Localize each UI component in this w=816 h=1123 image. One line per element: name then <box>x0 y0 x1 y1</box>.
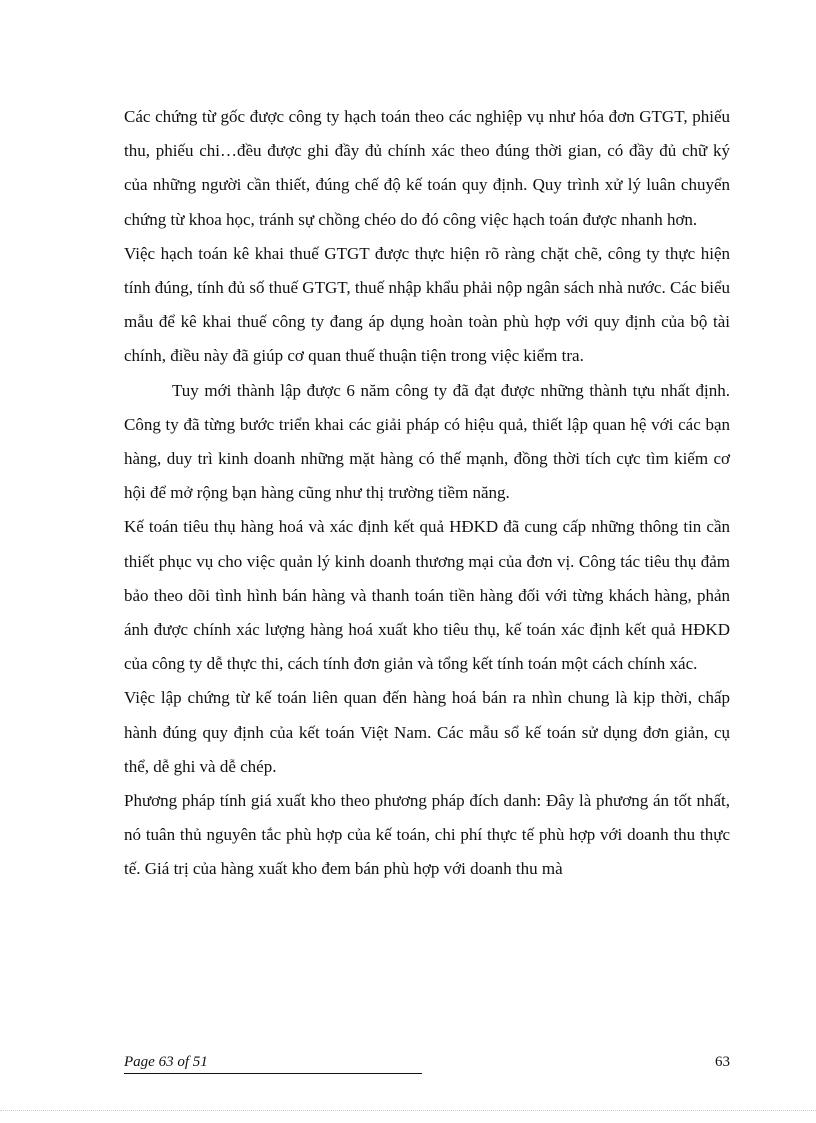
paragraph-2: Việc hạch toán kê khai thuế GTGT được thực hiện rõ ràng chặt chẽ, công ty thực hiện tính đúng, tính đủ số thuế GTGT, thuế nhập khẩu phải nộp ngân sách nhà nước. Các biểu mẫu để kê khai thuế công ty đang áp dụng hoàn toàn phù hợp với quy định của bộ tài chính, điều này đã giúp cơ quan thuế thuận tiện trong việc kiểm tra. <box>124 243 730 366</box>
body-text <box>124 100 730 887</box>
page-bottom-divider <box>0 1110 816 1111</box>
paragraph-1: Các chứng từ gốc được công ty hạch toán theo các nghiệp vụ như hóa đơn GTGT, phiếu thu, phiếu chi…đều được ghi đầy đủ chính xác theo đúng thời gian, có đầy đủ chữ ký của những người cần thiết, đúng chế độ kế toán quy định. Quy trình xử lý luân chuyển chứng từ khoa học, tránh sự chồng chéo do đó công việc hạch toán được nhanh hơn. <box>124 107 730 229</box>
paragraph-3: Tuy mới thành lập được 6 năm công ty đã đạt được những thành tựu nhất định. Công ty đã từng bước triển khai các giải pháp có hiệu quả, thiết lập quan hệ với các bạn hàng, duy trì kinh doanh những mặt hàng có thế mạnh, đồng thời tích cực tìm kiếm cơ hội để mở rộng bạn hàng cũng như thị trường tiềm năng. <box>124 380 730 503</box>
paragraph-6: Phương pháp tính giá xuất kho theo phương pháp đích danh: Đây là phương án tốt nhất, nó tuân thủ nguyên tắc phù hợp của kế toán, chi phí thực tế phù hợp với doanh thu thực tế. Giá trị của hàng xuất kho đem bán phù hợp với doanh thu mà <box>124 791 730 879</box>
footer-page-label: Page 63 of 51 <box>124 1052 422 1074</box>
paragraph-4: Kế toán tiêu thụ hàng hoá và xác định kết quả HĐKD đã cung cấp những thông tin cần thiết phục vụ cho việc quản lý kinh doanh thương mại của đơn vị. Công tác tiêu thụ đảm bảo theo dõi tình hình bán hàng và thanh toán tiền hàng đối với từng khách hàng, phản ánh được chính xác lượng hàng hoá xuất kho tiêu thụ, kế toán xác định kết quả HĐKD của công ty dễ thực thi, cách tính đơn giản và tổng kết tính toán một cách chính xác. <box>124 517 730 674</box>
paragraph-5: Việc lập chứng từ kế toán liên quan đến hàng hoá bán ra nhìn chung là kịp thời, chấp hành đúng quy định của kết toán Việt Nam. Các mẫu sổ kế toán sử dụng đơn giản, cụ thể, dễ ghi và dễ chép. <box>124 688 730 776</box>
footer-page-number: 63 <box>715 1054 730 1070</box>
